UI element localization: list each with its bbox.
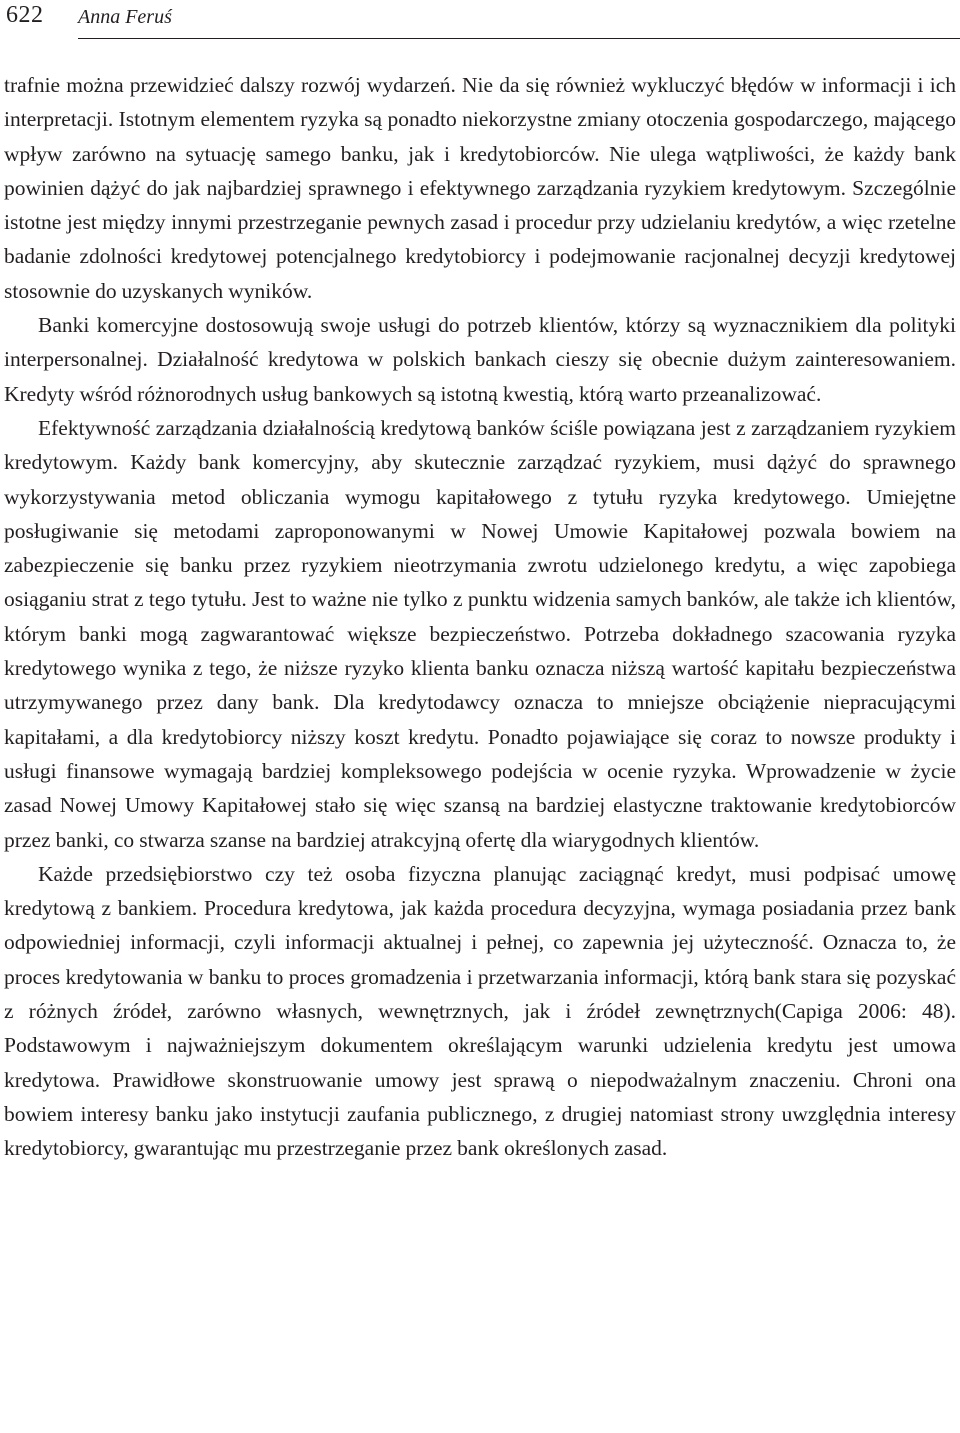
paragraph-risk-management: Efektywność zarządzania działalnością kredytową banków ściśle powiązana jest z zarządzaniem ryzykiem kredytowym. Każdy bank komercyjny, aby skutecznie zarządzać ryzykiem, musi dążyć do sprawnego wykorzystywania metod obliczania wymogu kapitałowego z tytułu ryzyka kredytowego. Umiejętne posługiwanie się metodami zaproponowanymi w Nowej Umowie Kapitałowej pozwala bowiem na zabezpieczenie się banku przez ryzykiem nieotrzymania zwrotu udzielonego kredytu, a więc zapobiega osiąganiu strat z tego tytułu. Jest to ważne nie tylko z punktu widzenia samych banków, ale także ich klientów, którym banki mogą zagwarantować większe bezpieczeństwo. Potrzeba dokładnego szacowania ryzyka kredytowego wynika z tego, że niższe ryzyko klienta banku oznacza niższą wartość kapitału bezpieczeństwa utrzymywanego przez dany bank. Dla kredytodawcy oznacza to mniejsze obciążenie niepracującymi kapitałami, a dla kredytobiorcy niższy koszt kredytu. Ponadto pojawiające się coraz to nowsze produkty i usługi finansowe wymagają bardziej kompleksowego podejścia w ocenie ryzyka. Wprowadzenie w życie zasad Nowej Umowy Kapitałowej stało się więc szansą na bardziej elastyczne traktowanie kredytobiorców przez banki, co stwarza szanse na bardziej atrakcyjną ofertę dla wiarygodnych klientów. — [4, 415, 956, 852]
running-head — [4, 0, 960, 40]
author-name: Anna Feruś — [78, 6, 172, 28]
paragraph-credit-agreement: Każde przedsiębiorstwo czy też osoba fizyczna planując zaciągnąć kredyt, musi podpisać umowę kredytową z bankiem. Procedura kredytowa, jak każda procedura decyzyjna, wymaga posiadania przez bank odpowiedniej informacji, czyli informacji aktualnej i pełnej, co zapewnia jej użyteczność. Oznacza to, że proces kredytowania w banku to proces gromadzenia i przetwarzania informacji, którą bank stara się pozyskać z różnych źródeł, zarówno własnych, wewnętrznych, jak i źródeł zewnętrznych(Capiga 2006: 48). Podstawowym i najważniejszym dokumentem określającym warunki udzielenia kredytu jest umowa kredytowa. Prawidłowe skonstruowanie umowy jest sprawą o niepodważalnym znaczeniu. Chroni ona bowiem interesy banku jako instytucji zaufania publicznego, z drugiej natomiast strony uwzględnia interesy kredytobiorcy, gwarantując mu przestrzeganie przez bank określonych zasad. — [4, 861, 956, 1161]
body-text — [4, 68, 956, 1166]
paragraph-continued: trafnie można przewidzieć dalszy rozwój wydarzeń. Nie da się również wykluczyć błędów w informacji i ich interpretacji. Istotnym elementem ryzyka są ponadto niekorzystne zmiany otoczenia gospodarczego, mającego wpływ zarówno na sytuację samego banku, jak i kredytobiorców. Nie ulega wątpliwości, że każdy bank powinien dążyć do jak najbardziej sprawnego i efektywnego zarządzania ryzykiem kredytowym. Szczególnie istotne jest między innymi przestrzeganie pewnych zasad i procedur przy udzielaniu kredytów, a więc rzetelne badanie zdolności kredytowej potencjalnego kredytobiorcy i podejmowanie racjonalnej decyzji kredytowej stosownie do uzyskanych wyników. — [4, 73, 956, 303]
header-rule — [78, 38, 960, 39]
paragraph-banks-services: Banki komercyjne dostosowują swoje usługi do potrzeb klientów, którzy są wyznacznikiem dla polityki interpersonalnej. Działalność kredytowa w polskich bankach cieszy się obecnie dużym zainteresowaniem. Kredyty wśród różnorodnych usług bankowych są istotną kwestią, którą warto przeanalizować. — [4, 313, 956, 406]
page-number: 622 — [6, 2, 44, 28]
